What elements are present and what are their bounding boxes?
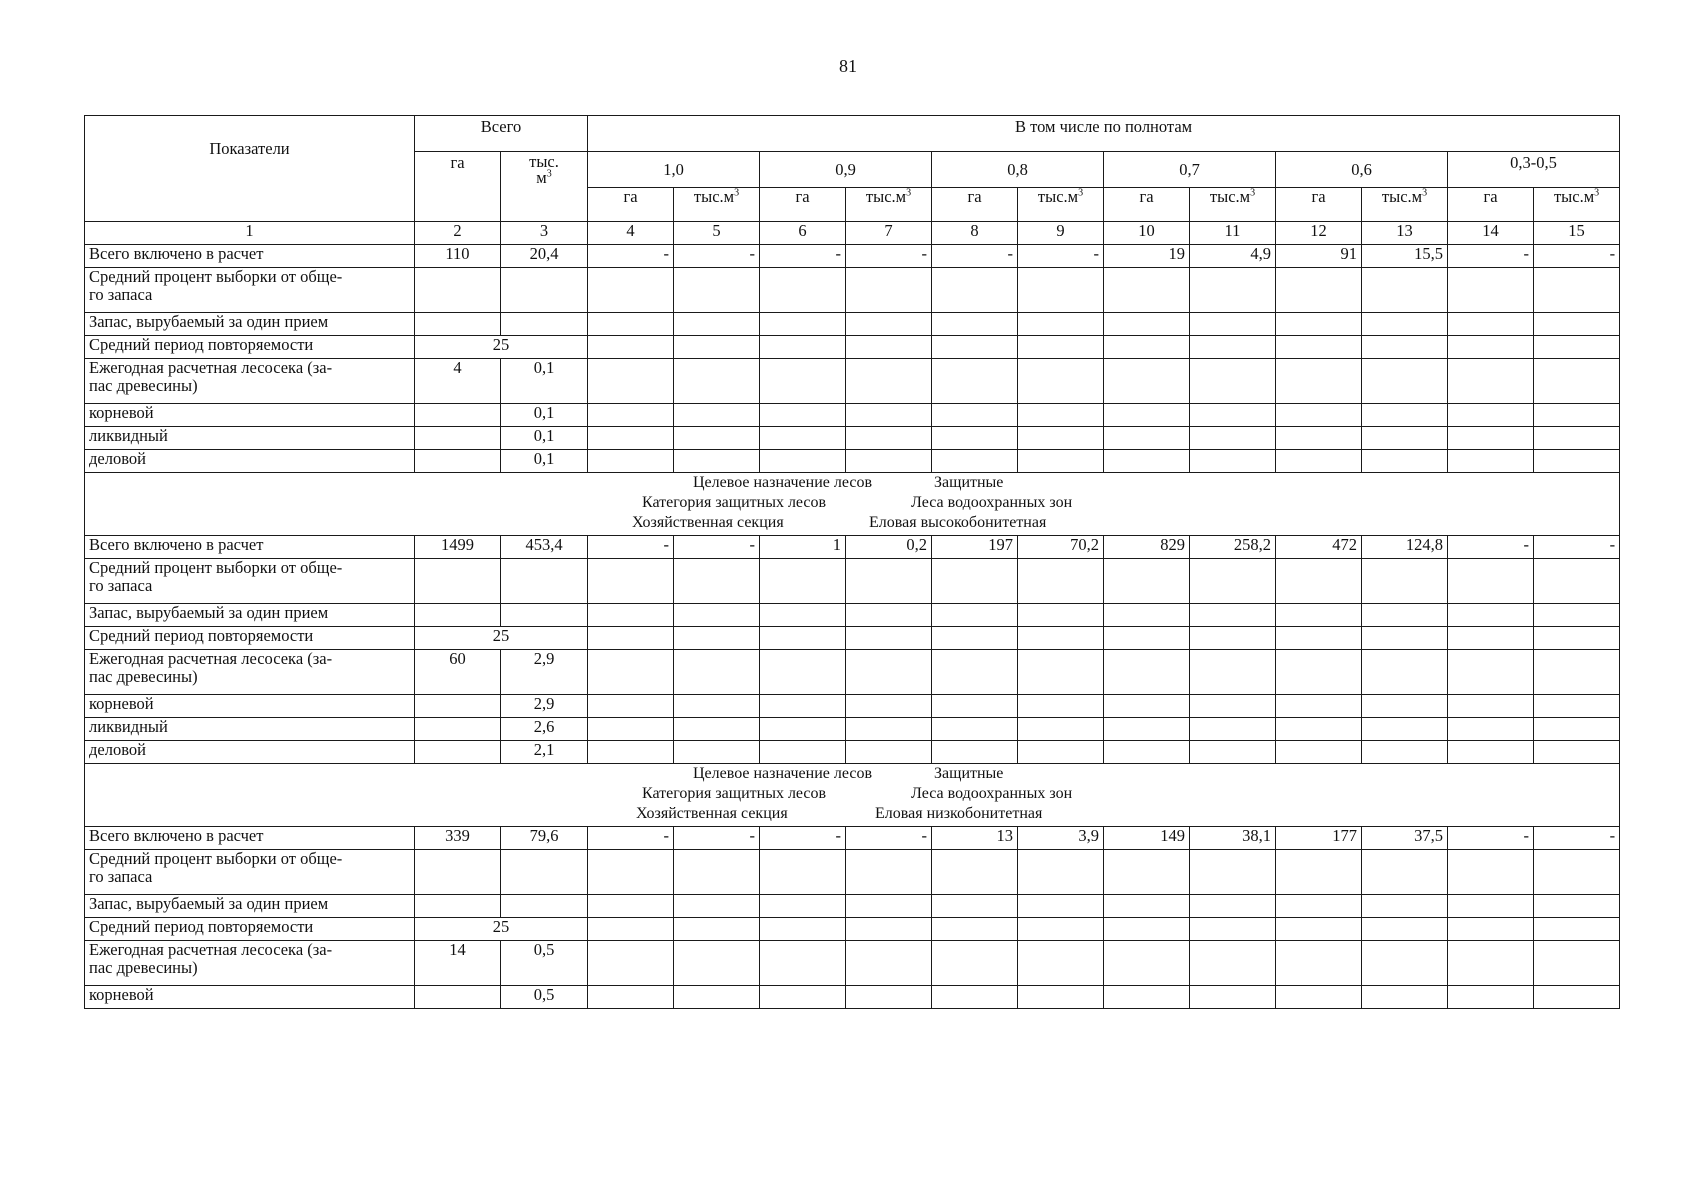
table-cell: - (1534, 536, 1620, 559)
table-row (85, 695, 1620, 718)
row-label: Всего включено в расчет (85, 536, 415, 559)
header-m3: $тыс.м^3$ (1362, 188, 1448, 222)
header-ha: га (588, 188, 674, 222)
row-label: Средний процент выборки от обще- го запаса (85, 559, 415, 604)
allowable-cut-table (84, 115, 1620, 1009)
category-label: Категория защитных лесов (642, 494, 827, 511)
header-m3: $тыс.м^3$ (674, 188, 760, 222)
header-by-density: В том числе по полнотам (588, 116, 1620, 152)
table-cell: 0,1 (501, 404, 588, 427)
row-label: Запас, вырубаемый за один прием (85, 895, 415, 918)
section-value: Еловая высокобонитетная (869, 514, 1047, 531)
table-cell: 258,2 (1190, 536, 1276, 559)
row-label: корневой (85, 404, 415, 427)
table-cell: 124,8 (1362, 536, 1448, 559)
section-heading (85, 473, 1620, 536)
purpose-value: Защитные (934, 765, 1004, 782)
column-number: 6 (760, 222, 846, 245)
table-cell: - (588, 536, 674, 559)
row-label: ликвидный (85, 427, 415, 450)
header-density-2: 0,9 (760, 152, 932, 188)
table-cell: 2,9 (501, 695, 588, 718)
table-cell: - (1534, 245, 1620, 268)
table-row (85, 536, 1620, 559)
table-cell: 25 (415, 627, 588, 650)
table-cell: 4 (415, 359, 501, 404)
table-cell: 60 (415, 650, 501, 695)
purpose-label: Целевое назначение лесов (693, 765, 873, 782)
header-density-1: 1,0 (588, 152, 760, 188)
table-cell: 37,5 (1362, 827, 1448, 850)
table-cell: - (846, 245, 932, 268)
table-cell: 3,9 (1018, 827, 1104, 850)
table-cell: 0,5 (501, 941, 588, 986)
table-cell: 70,2 (1018, 536, 1104, 559)
header-m3: $тыс.м^3$ (1190, 188, 1276, 222)
header-ha: га (1448, 188, 1534, 222)
table-cell: 472 (1276, 536, 1362, 559)
row-label: деловой (85, 741, 415, 764)
table-cell: 14 (415, 941, 501, 986)
table-row (85, 359, 1620, 404)
row-label: корневой (85, 695, 415, 718)
table-cell: 13 (932, 827, 1018, 850)
column-number: 15 (1534, 222, 1620, 245)
table-cell: - (588, 245, 674, 268)
row-label: Всего включено в расчет (85, 245, 415, 268)
row-label: Ежегодная расчетная лесосека (за- пас древесины) (85, 941, 415, 986)
table-cell: 25 (415, 918, 588, 941)
column-number: 3 (501, 222, 588, 245)
purpose-label: Целевое назначение лесов (693, 474, 873, 491)
header-density-5: 0,6 (1276, 152, 1448, 188)
row-label: Средний период повторяемости (85, 918, 415, 941)
row-label: корневой (85, 986, 415, 1009)
row-label: Запас, вырубаемый за один прием (85, 313, 415, 336)
row-label: Средний период повторяемости (85, 627, 415, 650)
table-row (85, 918, 1620, 941)
table-row (85, 268, 1620, 313)
section-label: Хозяйственная секция (632, 514, 784, 531)
table-row (85, 850, 1620, 895)
section-heading (85, 764, 1620, 827)
row-label: Всего включено в расчет (85, 827, 415, 850)
table-row (85, 627, 1620, 650)
header-ha: га (1276, 188, 1362, 222)
table-cell: - (1448, 827, 1534, 850)
column-number: 8 (932, 222, 1018, 245)
table-cell: 197 (932, 536, 1018, 559)
table-cell: - (1534, 827, 1620, 850)
table-cell: 15,5 (1362, 245, 1448, 268)
header-density-4: 0,7 (1104, 152, 1276, 188)
column-number: 9 (1018, 222, 1104, 245)
column-number: 11 (1190, 222, 1276, 245)
table-cell: 0,1 (501, 359, 588, 404)
category-value: Леса водоохранных зон (911, 785, 1073, 802)
table-cell: 38,1 (1190, 827, 1276, 850)
column-number: 1 (85, 222, 415, 245)
table-cell: 4,9 (1190, 245, 1276, 268)
category-label: Категория защитных лесов (642, 785, 827, 802)
column-number: 4 (588, 222, 674, 245)
column-number: 10 (1104, 222, 1190, 245)
table-cell: - (760, 827, 846, 850)
header-indicators: Показатели (85, 116, 415, 222)
header-ha: га (1104, 188, 1190, 222)
row-label: Запас, вырубаемый за один прием (85, 604, 415, 627)
table-cell: 1499 (415, 536, 501, 559)
column-number: 12 (1276, 222, 1362, 245)
table-cell: 0,2 (846, 536, 932, 559)
row-label: ликвидный (85, 718, 415, 741)
table-row (85, 313, 1620, 336)
table-cell: 339 (415, 827, 501, 850)
column-number: 14 (1448, 222, 1534, 245)
header-m3: $тыс.м^3$ (1534, 188, 1620, 222)
header-m3: $тыс.м^3$ (846, 188, 932, 222)
table-row (85, 895, 1620, 918)
category-value: Леса водоохранных зон (911, 494, 1073, 511)
table-row (85, 604, 1620, 627)
table-row (85, 718, 1620, 741)
table-row (85, 450, 1620, 473)
table-cell: - (760, 245, 846, 268)
column-number: 7 (846, 222, 932, 245)
table-cell: 0,5 (501, 986, 588, 1009)
table-row (85, 986, 1620, 1009)
header-m3: $тыс.м^3$ (1018, 188, 1104, 222)
table-row (85, 741, 1620, 764)
header-ha: га (760, 188, 846, 222)
row-label: Средний процент выборки от обще- го запаса (85, 268, 415, 313)
row-label: Средний период повторяемости (85, 336, 415, 359)
row-label: Средний процент выборки от обще- го запаса (85, 850, 415, 895)
table-cell: 25 (415, 336, 588, 359)
table-row (85, 827, 1620, 850)
column-numbers-row (85, 222, 1620, 245)
header-total-m3: тыс. $м^3$ (501, 152, 588, 222)
table-cell: 91 (1276, 245, 1362, 268)
header-density-3: 0,8 (932, 152, 1104, 188)
table-cell: 177 (1276, 827, 1362, 850)
table-cell: - (1448, 536, 1534, 559)
table-row (85, 336, 1620, 359)
table-cell: - (674, 827, 760, 850)
row-label: Ежегодная расчетная лесосека (за- пас древесины) (85, 359, 415, 404)
table-cell: - (846, 827, 932, 850)
row-label: деловой (85, 450, 415, 473)
row-label: Ежегодная расчетная лесосека (за- пас древесины) (85, 650, 415, 695)
table-cell: 19 (1104, 245, 1190, 268)
section-value: Еловая низкобонитетная (875, 805, 1043, 822)
table-cell: 79,6 (501, 827, 588, 850)
column-number: 5 (674, 222, 760, 245)
table-cell: - (588, 827, 674, 850)
page-number: 81 (839, 56, 857, 76)
table-cell: 149 (1104, 827, 1190, 850)
header-ha: га (932, 188, 1018, 222)
table-cell: 829 (1104, 536, 1190, 559)
table-cell: 453,4 (501, 536, 588, 559)
table-row (85, 941, 1620, 986)
table-cell: 2,9 (501, 650, 588, 695)
header-total: Всего (415, 116, 588, 152)
table-cell: 2,6 (501, 718, 588, 741)
header-total-ha: га (415, 152, 501, 222)
table-cell: - (674, 245, 760, 268)
table-cell: 0,1 (501, 427, 588, 450)
table-cell: 20,4 (501, 245, 588, 268)
table-cell: - (1018, 245, 1104, 268)
table-row (85, 245, 1620, 268)
table-cell: 110 (415, 245, 501, 268)
section-label: Хозяйственная секция (636, 805, 788, 822)
header-density-6: 0,3-0,5 (1448, 152, 1620, 188)
column-number: 2 (415, 222, 501, 245)
table-row (85, 559, 1620, 604)
table-cell: - (1448, 245, 1534, 268)
table-row (85, 427, 1620, 450)
column-number: 13 (1362, 222, 1448, 245)
purpose-value: Защитные (934, 474, 1004, 491)
table-cell: - (932, 245, 1018, 268)
table-row (85, 650, 1620, 695)
table-cell: 2,1 (501, 741, 588, 764)
table-cell: 0,1 (501, 450, 588, 473)
table-row (85, 404, 1620, 427)
table-cell: 1 (760, 536, 846, 559)
table-cell: - (674, 536, 760, 559)
